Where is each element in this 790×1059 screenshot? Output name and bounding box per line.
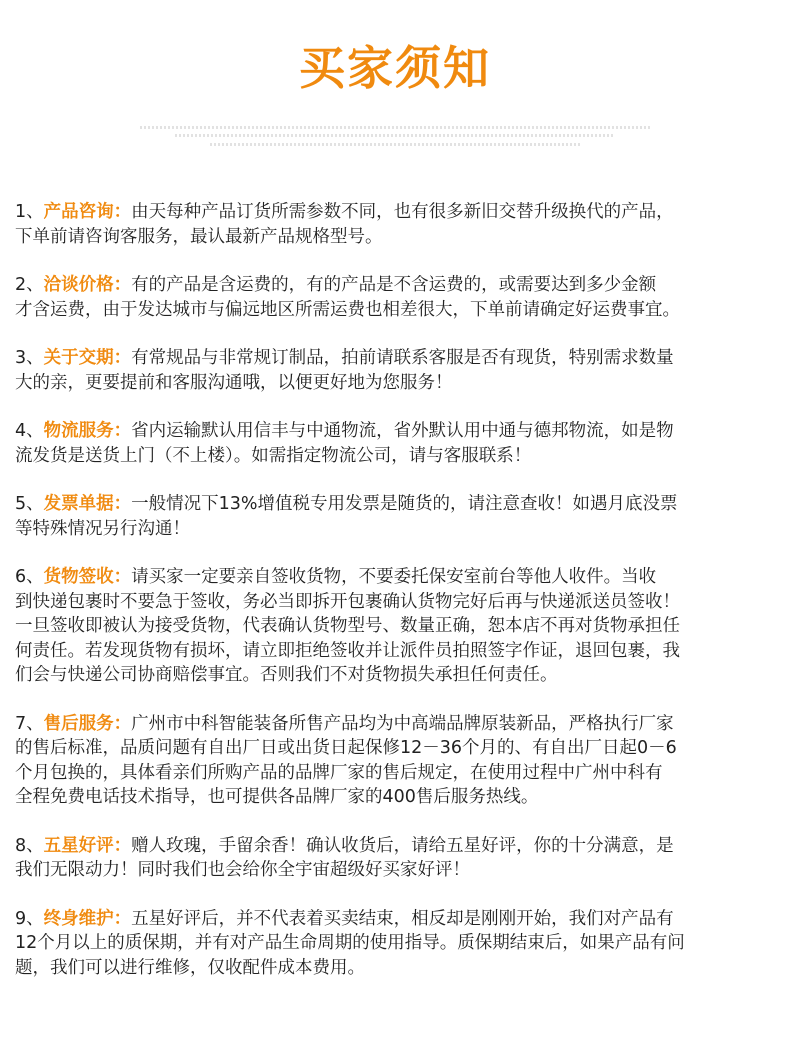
item-number: 6、 <box>15 567 44 587</box>
notice-line <box>15 712 780 737</box>
item-number: 7、 <box>15 713 44 734</box>
notice-line <box>15 931 780 956</box>
notice-line <box>15 200 780 225</box>
item-text: 个月包换的，具体看亲们所购产品的品牌厂家的售后规定，在使用过程中广州中科有 <box>15 762 663 783</box>
item-text: 流发货是送货上门（不上楼）。如需指定物流公司，请与客服联系！ <box>15 445 532 466</box>
item-text: 有常规品与非常规订制品，拍前请联系客服是否有现货，特别需求数量 <box>131 348 674 368</box>
item-text: 的售后标准，品质问题有自出厂日或出货日起保修12－36个月的、有自出厂日起0－6 <box>15 738 677 758</box>
notice-item <box>15 200 780 249</box>
notice-line <box>15 371 780 396</box>
item-label: 五星好评： <box>43 835 132 856</box>
notice-line <box>15 565 780 590</box>
notice-line <box>15 614 780 639</box>
item-label: 货物签收： <box>43 567 132 587</box>
notice-line <box>15 834 780 859</box>
item-number: 4、 <box>15 421 44 441</box>
notice-item <box>15 346 780 395</box>
item-text: 下单前请咨询客服务，最认最新产品规格型号。 <box>15 226 383 247</box>
item-label: 终身维护： <box>43 908 132 929</box>
item-number: 8、 <box>15 835 44 856</box>
item-text: 12个月以上的质保期，并有对产品生命周期的使用指导。质保期结束后，如果产品有问 <box>15 933 685 953</box>
notice-line <box>15 346 780 371</box>
notice-item <box>15 419 780 468</box>
notice-item <box>15 712 780 810</box>
decorative-fine-print <box>140 126 650 129</box>
notice-line <box>15 956 780 981</box>
item-text: 由天每种产品订货所需参数不同，也有很多新旧交替升级换代的产品， <box>131 202 674 222</box>
item-text: 全程免费电话技术指导，也可提供各品牌厂家的400售后服务热线。 <box>15 787 539 807</box>
item-label: 产品咨询： <box>43 202 132 222</box>
item-text: 请买家一定要亲自签收货物，不要委托保安室前台等他人收件。当收 <box>131 567 657 587</box>
notice-line <box>15 736 780 761</box>
notice-line <box>15 639 780 664</box>
item-number: 9、 <box>15 908 44 929</box>
notice-line <box>15 663 780 688</box>
item-text: 题，我们可以进行维修，仅收配件成本费用。 <box>15 957 365 978</box>
notice-list <box>15 200 780 1004</box>
notice-line <box>15 907 780 932</box>
item-text: 等特殊情况另行沟通！ <box>15 518 190 539</box>
item-text: 才含运费，由于发达城市与偏远地区所需运费也相差很大，下单前请确定好运费事宜。 <box>15 299 680 320</box>
item-label: 物流服务： <box>43 421 132 441</box>
notice-line <box>15 444 780 469</box>
item-text: 我们无限动力！同时我们也会给你全宇宙超级好买家好评！ <box>15 860 470 880</box>
item-text: 到快递包裹时不要急于签收，务必当即拆开包裹确认货物完好后再与快递派送员签收！ <box>15 591 680 612</box>
item-text: 一般情况下13%增值税专用发票是随货的，请注意查收！如遇月底没票 <box>131 494 678 514</box>
page-title: 买家须知 <box>299 41 491 95</box>
item-text: 省内运输默认用信丰与中通物流，省外默认用中通与德邦物流，如是物 <box>131 421 674 441</box>
item-label: 洽谈价格： <box>43 275 132 295</box>
item-number: 3、 <box>15 348 44 368</box>
item-text: 五星好评后，并不代表着买卖结束，相反却是刚刚开始，我们对产品有 <box>131 908 674 929</box>
notice-line <box>15 419 780 444</box>
notice-item <box>15 565 780 688</box>
notice-line <box>15 492 780 517</box>
notice-line <box>15 517 780 542</box>
notice-line <box>15 785 780 810</box>
item-number: 2、 <box>15 275 44 295</box>
item-label: 售后服务： <box>43 713 132 734</box>
notice-line <box>15 298 780 323</box>
notice-item <box>15 273 780 322</box>
decorative-fine-print <box>175 134 615 137</box>
item-text: 何责任。若发现货物有损坏，请立即拒绝签收并让派件员拍照签字作证，退回包裹，我 <box>15 640 680 661</box>
notice-item <box>15 907 780 981</box>
item-text: 一旦签收即被认为接受货物，代表确认货物型号、数量正确，恕本店不再对货物承担任 <box>15 616 680 636</box>
decorative-fine-print <box>210 143 580 146</box>
item-text: 广州市中科智能装备所售产品均为中高端品牌原装新品，严格执行厂家 <box>131 713 674 734</box>
notice-line <box>15 590 780 615</box>
notice-item <box>15 492 780 541</box>
notice-line <box>15 225 780 250</box>
item-text: 有的产品是含运费的，有的产品是不含运费的，或需要达到多少金额 <box>131 275 657 295</box>
notice-item <box>15 834 780 883</box>
item-label: 发票单据： <box>43 494 132 514</box>
item-label: 关于交期： <box>43 348 132 368</box>
item-number: 5、 <box>15 494 44 514</box>
notice-line <box>15 273 780 298</box>
item-text: 赠人玫瑰，手留余香！确认收货后，请给五星好评，你的十分满意，是 <box>131 835 674 856</box>
item-number: 1、 <box>15 202 44 222</box>
notice-line <box>15 761 780 786</box>
notice-line <box>15 858 780 883</box>
item-text: 大的亲，更要提前和客服沟通哦，以便更好地为您服务！ <box>15 372 453 393</box>
item-text: 们会与快递公司协商赔偿事宜。否则我们不对货物损失承担任何责任。 <box>15 665 558 685</box>
